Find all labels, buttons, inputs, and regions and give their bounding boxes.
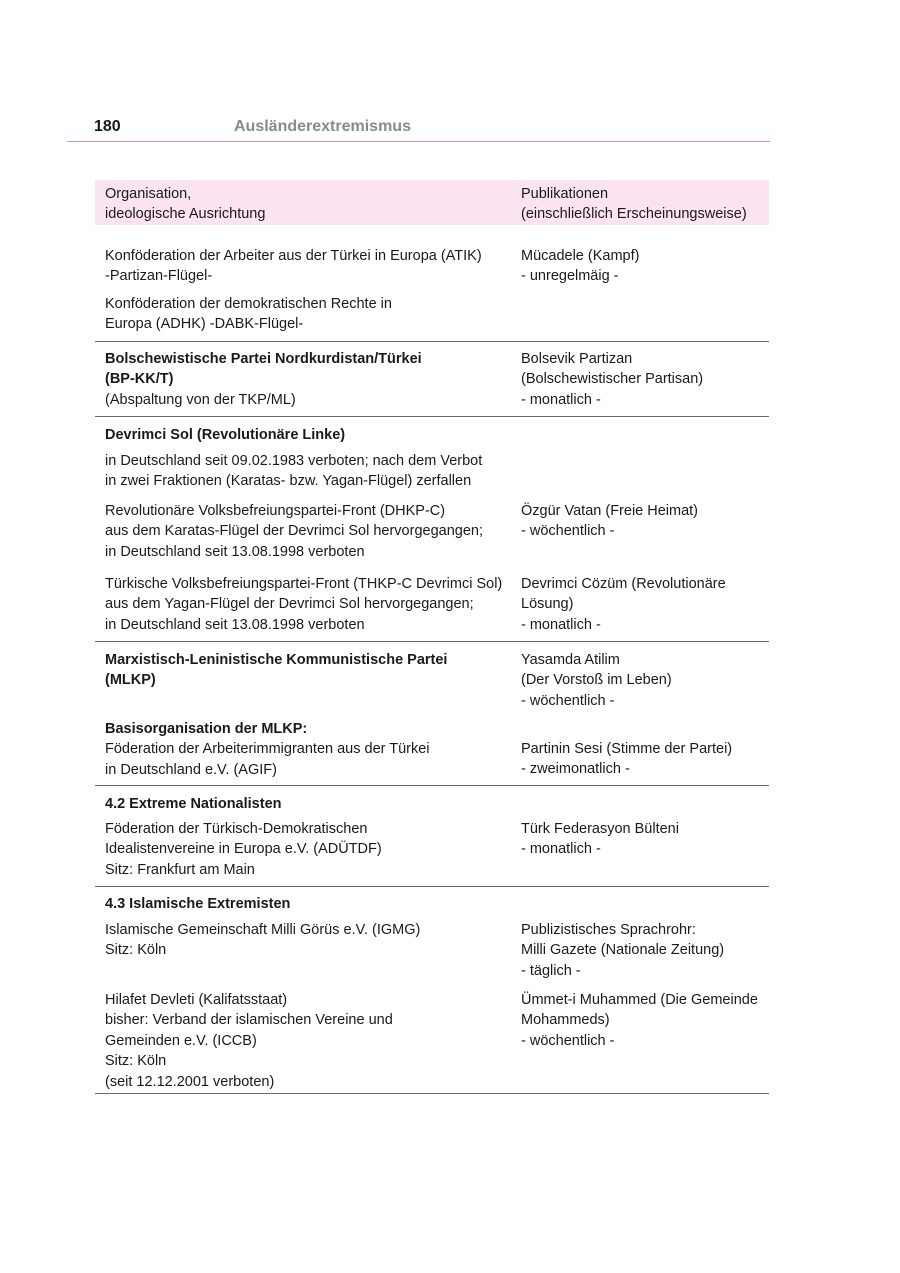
header-rule bbox=[67, 141, 770, 142]
heading-devrimci-sol: Devrimci Sol (Revolutionäre Linke) bbox=[105, 427, 346, 443]
devrimci-intro: in Deutschland seit 09.02.1983 verboten; nach dem Verbot in zwei Fraktionen (Karatas- bzw. Yagan-Flügel) zerfallen bbox=[105, 453, 483, 490]
row-divider bbox=[95, 785, 769, 786]
row-divider bbox=[95, 641, 769, 642]
pub-atik: Mücadele (Kampf) - unregelmäig - bbox=[521, 248, 640, 285]
column-header-organisation: Organisation, ideologische Ausrichtung bbox=[105, 186, 266, 223]
table-header bbox=[95, 180, 769, 225]
pub-agif: Partinin Sesi (Stimme der Partei) - zweimonatlich - bbox=[521, 741, 733, 778]
heading-extreme-nationalisten: 4.2 Extreme Nationalisten bbox=[105, 796, 282, 812]
org-atik: Konföderation der Arbeiter aus der Türkei in Europa (ATIK) -Partizan-Flügel- bbox=[105, 248, 482, 285]
org-adhk: Konföderation der demokratischen Rechte in Europa (ADHK) -DABK-Flügel- bbox=[105, 296, 392, 333]
org-bpkkt: Bolschewistische Partei Nordkurdistan/Türkei (BP-KK/T) (Abspaltung von der TKP/ML) bbox=[105, 351, 422, 408]
org-dhkpc: Revolutionäre Volksbefreiungspartei-Front (DHKP-C) aus dem Karatas-Flügel der Devrimci Sol hervorgegangen; in Deutschland seit 13.08.1998 verboten bbox=[105, 503, 483, 560]
pub-thkpc: Devrimci Cözüm (Revolutionäre Lösung) - monatlich - bbox=[521, 576, 726, 633]
row-divider bbox=[95, 416, 769, 417]
pub-dhkpc: Özgür Vatan (Freie Heimat) - wöchentlich - bbox=[521, 503, 699, 540]
org-thkpc: Türkische Volksbefreiungspartei-Front (THKP-C Devrimci Sol) aus dem Yagan-Flügel der Devrimci Sol hervorgegangen; in Deutschland seit 13.08.1998 verboten bbox=[105, 576, 503, 633]
org-agif: Basisorganisation der MLKP: Föderation der Arbeiterimmigranten aus der Türkei in Deutschland e.V. (AGIF) bbox=[105, 721, 430, 778]
pub-mlkp: Yasamda Atilim (Der Vorstoß im Leben) - wöchentlich - bbox=[521, 652, 672, 709]
pub-bpkkt: Bolsevik Partizan (Bolschewistischer Partisan) - monatlich - bbox=[521, 351, 704, 408]
pub-igmg: Publizistisches Sprachrohr: Milli Gazete (Nationale Zeitung) - täglich - bbox=[521, 922, 725, 979]
org-adutdf: Föderation der Türkisch-Demokratischen Idealistenvereine in Europa e.V. (ADÜTDF) Sitz: Frankfurt am Main bbox=[105, 821, 382, 878]
org-hilafet-devleti: Hilafet Devleti (Kalifatsstaat) bisher: Verband der islamischen Vereine und Gemeinden e.V. (ICCB) Sitz: Köln (seit 12.12.2001 verboten) bbox=[105, 992, 393, 1090]
pub-adutdf: Türk Federasyon Bülteni - monatlich - bbox=[521, 821, 679, 858]
row-divider bbox=[95, 886, 769, 887]
row-divider bbox=[95, 341, 769, 342]
running-title: Ausländerextremismus bbox=[234, 118, 411, 135]
column-header-publikationen: Publikationen (einschließlich Erscheinungsweise) bbox=[521, 186, 747, 223]
page-header bbox=[94, 118, 770, 138]
table-bottom-rule bbox=[95, 1093, 769, 1094]
org-igmg: Islamische Gemeinschaft Milli Görüs e.V. (IGMG) Sitz: Köln bbox=[105, 922, 421, 959]
page-number: 180 bbox=[94, 118, 121, 135]
org-mlkp: Marxistisch-Leninistische Kommunistische Partei (MLKP) bbox=[105, 652, 448, 689]
pub-hilafet-devleti: Ümmet-i Muhammed (Die Gemeinde Mohammeds) - wöchentlich - bbox=[521, 992, 758, 1049]
heading-islamische-extremisten: 4.3 Islamische Extremisten bbox=[105, 896, 291, 912]
